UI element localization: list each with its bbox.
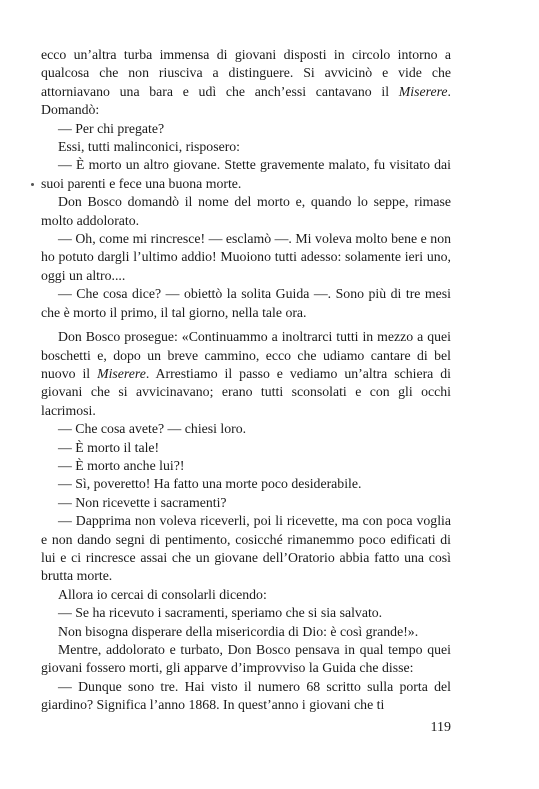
text-run: — Che cosa avete? — chiesi loro. bbox=[58, 421, 247, 437]
text-run: — Sì, poveretto! Ha fatto una morte poco desiderabile. bbox=[58, 476, 362, 492]
text-run: — Dunque sono tre. Hai visto il numero 68 scritto sulla porta del giardino? Significa l’anno 1868. In quest’anno i giovani che ti bbox=[41, 678, 451, 713]
italic-text: Miserere bbox=[398, 83, 448, 99]
text-run: Don Bosco prosegue: «Continuammo a inoltrarci tutti in mezzo a quei boschetti e, dopo un breve cammino, ecco che udiamo cantare di bel nuovo il bbox=[41, 329, 451, 381]
paragraph bbox=[41, 586, 451, 604]
paragraph bbox=[41, 230, 451, 285]
paragraph bbox=[41, 193, 451, 230]
paragraph bbox=[41, 494, 451, 512]
text-run: ecco un’altra turba immensa di giovani disposti in circolo intorno a qualcosa che non riusciva a distinguere. Si avvicinò e vide che attorniavano una bara e udì che anch’essi cantavano il bbox=[41, 47, 451, 99]
text-run: — È morto il tale! bbox=[58, 439, 160, 455]
text-run: — Che cosa dice? — obiettò la solita Guida —. Sono più di tre mesi che è morto il primo, il tal giorno, nella tale ora. bbox=[41, 286, 451, 320]
text-run: Mentre, addolorato e turbato, Don Bosco pensava in qual tempo quei giovani fossero morti, gli apparve d’improvviso la Guida che disse: bbox=[41, 642, 451, 676]
paragraph bbox=[41, 156, 451, 193]
text-run: Don Bosco domandò il nome del morto e, quando lo seppe, rimase molto addolorato. bbox=[41, 194, 451, 228]
italic-text: Miserere bbox=[97, 365, 146, 381]
text-run: — Per chi pregate? bbox=[58, 120, 165, 136]
paragraph bbox=[41, 512, 451, 586]
text-run: Essi, tutti malinconici, risposero: bbox=[58, 139, 241, 155]
paragraph bbox=[41, 420, 451, 438]
text-run: — È morto un altro giovane. Stette gravemente malato, fu visitato dai suoi parenti e fece una buona morte. bbox=[41, 157, 451, 191]
paragraph bbox=[41, 138, 451, 156]
paragraph bbox=[41, 475, 451, 493]
paragraph bbox=[41, 328, 451, 420]
text-run: — Se ha ricevuto i sacramenti, speriamo che si sia salvato. bbox=[58, 605, 383, 621]
paragraph bbox=[41, 120, 451, 138]
page-body-text bbox=[41, 46, 451, 715]
text-run: Allora io cercai di consolarli dicendo: bbox=[58, 586, 267, 602]
text-run: Non bisogna disperare della misericordia di Dio: è così grande!». bbox=[58, 623, 419, 639]
paragraph bbox=[41, 46, 451, 120]
paragraph bbox=[41, 439, 451, 457]
text-run: . Domandò: bbox=[41, 83, 451, 118]
paragraph bbox=[41, 604, 451, 622]
text-run: — È morto anche lui?! bbox=[58, 457, 185, 473]
text-run: — Dapprima non voleva riceverli, poi li ricevette, ma con poca voglia e non dando segni di pentimento, cosicché rimanemmo poco edificati di lui e ci rincresce assai che un giovane dell’Oratorio abbia fatto una così brutta morte. bbox=[41, 513, 451, 584]
paragraph bbox=[41, 457, 451, 475]
margin-mark bbox=[31, 183, 34, 186]
text-run: — Oh, come mi rincresce! — esclamò —. Mi voleva molto bene e non ho potuto dargli l’ultimo addio! Muoiono tutti adesso: solamente ieri uno, oggi un altro.... bbox=[41, 231, 451, 283]
text-run: . Arrestiamo il passo e vediamo un’altra schiera di giovani che si avvicinavano; erano tutti sconsolati e con gli occhi lacrimosi. bbox=[41, 365, 451, 418]
paragraph bbox=[41, 641, 451, 678]
page-number: 119 bbox=[430, 720, 451, 735]
paragraph bbox=[41, 623, 451, 641]
text-run: — Non ricevette i sacramenti? bbox=[58, 494, 227, 510]
paragraph bbox=[41, 678, 451, 715]
paragraph bbox=[41, 285, 451, 322]
